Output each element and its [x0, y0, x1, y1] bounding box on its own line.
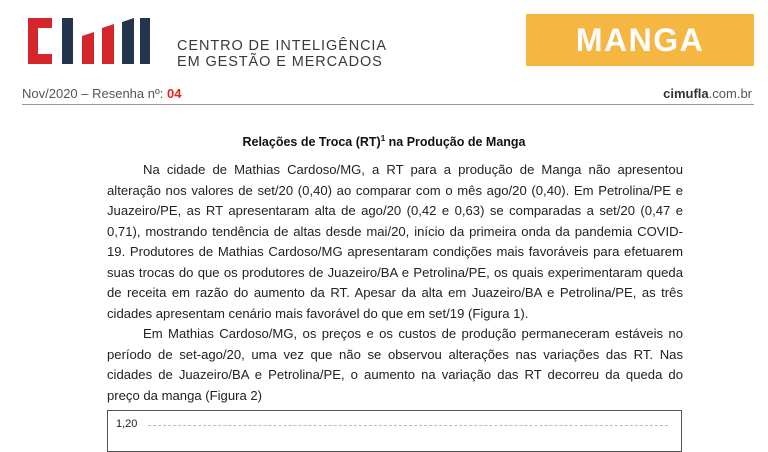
- site-link[interactable]: [663, 86, 752, 101]
- paragraph-2: Em Mathias Cardoso/MG, os preços e os custos de produção permaneceram estáveis no período de set-ago/20, uma vez que não se observou alterações nas variações das RT. Nas cidades de Juazeiro/BA e Petrolina/PE, o aumento na variação das RT decorreu da queda do preço da manga (Figura 2): [107, 326, 683, 403]
- edition-info: [22, 86, 181, 101]
- document-title: [0, 134, 768, 149]
- title-main: Relações de Troca (RT): [242, 135, 381, 150]
- organization-name-line2: EM GESTÃO E MERCADOS: [177, 54, 383, 70]
- edition-bar: [22, 86, 754, 105]
- cim-logo: [22, 14, 172, 68]
- title-footnote-marker: 1: [380, 134, 386, 143]
- edition-prefix: Nov/2020 – Resenha nº:: [22, 86, 167, 101]
- report-header: [0, 0, 768, 80]
- product-badge: [526, 14, 754, 66]
- paragraph-1: Na cidade de Mathias Cardoso/MG, a RT para a produção de Manga não apresentou alteração nos valores de set/20 (0,40) ao comparar com o mês ago/20 (0,40). Em Petrolina/PE e Juazeiro/PE, as RT apresentaram alta de ago/20 (0,42 e 0,63) se comparadas a set/20 (0,47 e 0,71), mostrando tendência de altas desde mai/20, início da primeira onda da pandemia COVID-19. Produtores de Mathias Cardoso/MG apresentaram condições mais favoráveis para efetuarem suas trocas do que os produtores de Juazeiro/BA e Petrolina/PE, os quais experimentaram queda de receita em razão do aumento da RT. Apesar da alta em Juazeiro/BA e Petrolina/PE, as três cidades apresentam cenário mais favorável do que em set/19 (Figura 1).: [107, 162, 683, 321]
- organization-name-line1: CENTRO DE INTELIGÊNCIA: [177, 38, 387, 54]
- title-suffix: na Produção de Manga: [385, 135, 526, 150]
- product-name: MANGA: [575, 21, 705, 58]
- edition-number: 04: [166, 86, 182, 101]
- figure-1-chart: [107, 410, 682, 452]
- document-body: [107, 160, 683, 406]
- organization-name: [177, 38, 387, 70]
- site-domain: .com.br: [708, 86, 752, 101]
- site-brand: cimufla: [663, 86, 709, 101]
- chart-gridline: [148, 425, 668, 426]
- y-axis-tick-label: 1,20: [116, 418, 138, 430]
